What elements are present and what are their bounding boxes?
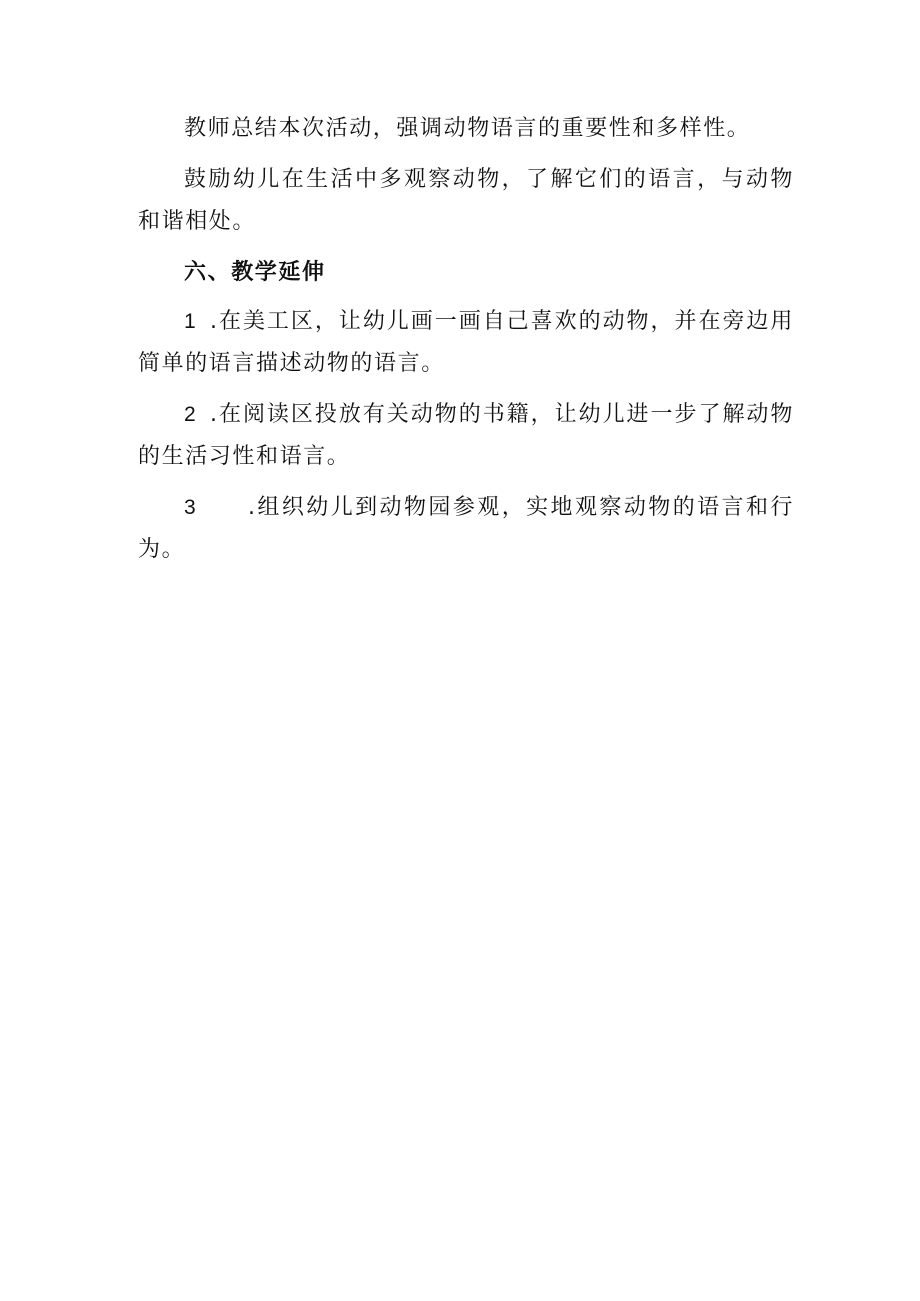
- document-body: [138, 108, 794, 580]
- list-item-text: .组织幼儿到动物园参观，实地观察动物的语言和行为。: [138, 495, 794, 562]
- list-item-text: .在美工区，让幼儿画一画自己喜欢的动物，并在旁边用简单的语言描述动物的语言。: [138, 309, 794, 376]
- list-item: [138, 394, 794, 478]
- list-item-number: 3: [184, 496, 198, 519]
- list-item-number: 2: [184, 403, 198, 426]
- summary-paragraph: 教师总结本次活动，强调动物语言的重要性和多样性。: [184, 116, 751, 141]
- section-heading: 六、教学延伸: [184, 260, 326, 285]
- list-item: [138, 301, 794, 385]
- list-item: [138, 487, 794, 571]
- list-item-text: .在阅读区投放有关动物的书籍，让幼儿进一步了解动物的生活习性和语言。: [138, 402, 794, 469]
- list-item-number: 1: [184, 310, 198, 333]
- encouragement-paragraph: 鼓励幼儿在生活中多观察动物，了解它们的语言，与动物和谐相处。: [138, 167, 794, 234]
